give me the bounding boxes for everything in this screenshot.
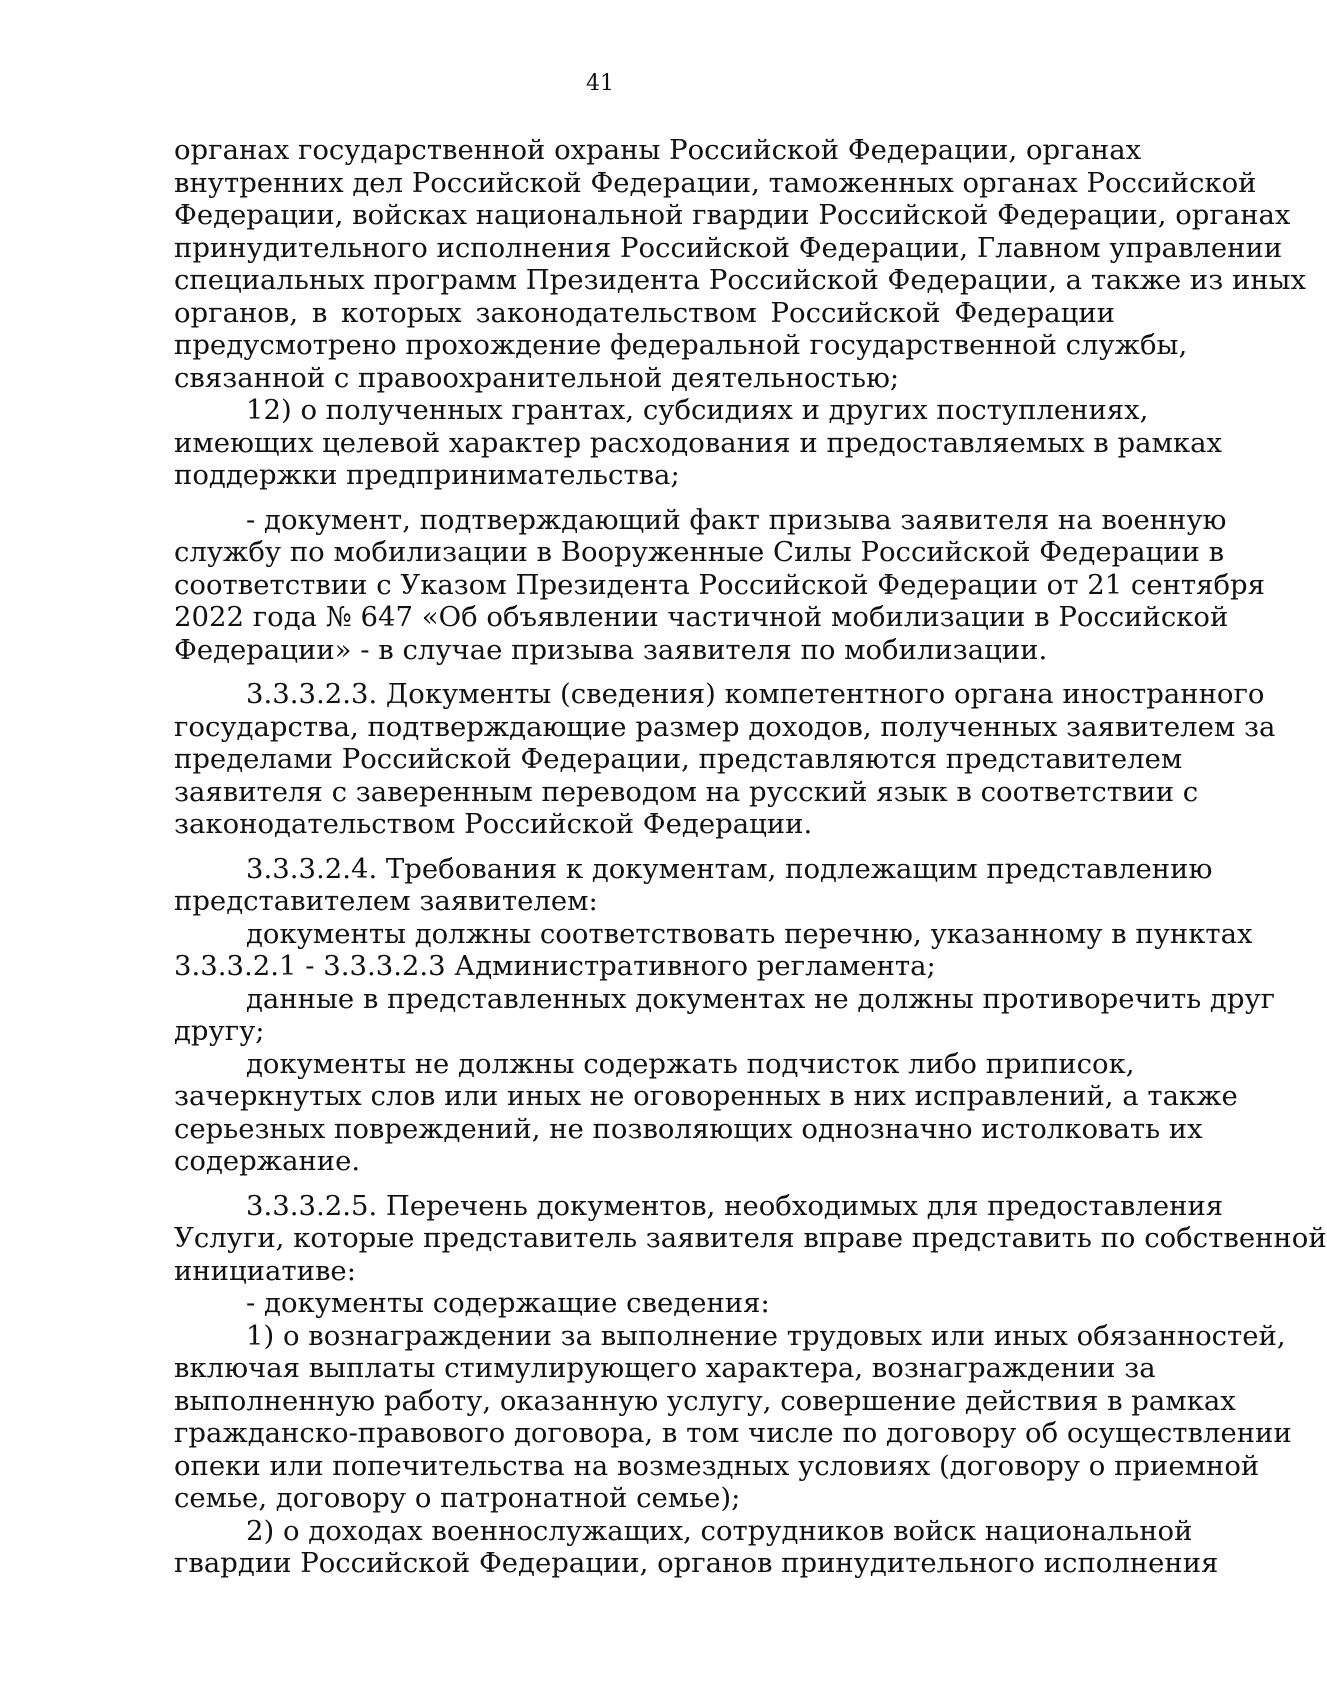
paragraph-gap [174, 492, 1115, 504]
text-line: 3.3.3.2.5. Перечень документов, необходимых для предоставления [246, 1189, 1224, 1222]
paragraph-gap [174, 841, 1115, 853]
text-line: внутренних дел Российской Федерации, таможенных органах Российской [174, 166, 1257, 199]
text-line: серьезных повреждений, не позволяющих однозначно истолковать их [174, 1112, 1203, 1145]
text-line: зачеркнутых слов или иных не оговоренных в них исправлений, а также [174, 1080, 1238, 1112]
text-line: пределами Российской Федерации, представляются представителем [174, 743, 1183, 775]
text-line: связанной с правоохранительной деятельностью; [174, 361, 900, 394]
text-line: включая выплаты стимулирующего характера, вознаграждении за [174, 1352, 1156, 1384]
text-line: органов, в которых законодательством Российской Федерации [174, 296, 1115, 329]
paragraph-gap [174, 666, 1115, 678]
text-line: предусмотрено прохождение федеральной государственной службы, [174, 329, 1188, 361]
text-line: инициативе: [174, 1254, 356, 1287]
text-line: представителем заявителем: [174, 885, 598, 917]
text-line: специальных программ Президента Российской Федерации, а также из иных [174, 264, 1307, 296]
text-line: законодательством Российской Федерации. [174, 808, 813, 840]
text-line: - документ, подтверждающий факт призыва заявителя на военную [246, 503, 1227, 536]
text-line: Федерации, войсках национальной гвардии Российской Федерации, органах [174, 199, 1291, 231]
text-line: Услуги, которые представитель заявителя вправе представить по собственной [174, 1222, 1327, 1254]
text-line: данные в представленных документах не должны противоречить друг [246, 982, 1276, 1015]
text-line: другу; [174, 1015, 265, 1047]
text-line: гвардии Российской Федерации, органов принудительного исполнения [174, 1547, 1219, 1579]
text-line: 3.3.3.2.3. Документы (сведения) компетентного органа иностранного [246, 678, 1265, 710]
text-line: соответствии с Указом Президента Российской Федерации от 21 сентября [174, 568, 1266, 601]
text-line: 3.3.3.2.1 - 3.3.3.2.3 Административного регламента; [174, 950, 936, 982]
text-line: документы не должны содержать подчисток либо приписок, [246, 1047, 1135, 1080]
text-line: содержание. [174, 1145, 361, 1177]
text-line: 2) о доходах военнослужащих, сотрудников войск национальной [246, 1514, 1193, 1547]
text-line: семье, договору о патронатной семье); [174, 1482, 741, 1514]
text-line: 12) о полученных грантах, субсидиях и других поступлениях, [246, 394, 1149, 426]
text-line: принудительного исполнения Российской Федерации, Главном управлении [174, 231, 1283, 264]
text-line: опеки или попечительства на возмездных условиях (договору о приемной [174, 1449, 1260, 1482]
paragraph-gap [174, 1178, 1115, 1190]
text-line: Федерации» - в случае призыва заявителя по мобилизации. [174, 633, 1048, 666]
body-text [174, 134, 1327, 1580]
text-line: гражданско-правового договора, в том числе по договору об осуществлении [174, 1417, 1292, 1449]
text-line: поддержки предпринимательства; [174, 459, 680, 491]
text-line: 2022 года № 647 «Об объявлении частичной мобилизации в Российской [174, 601, 1229, 633]
text-line: документы должны соответствовать перечню, указанному в пунктах [246, 917, 1253, 950]
text-line: 1) о вознаграждении за выполнение трудовых или иных обязанностей, [246, 1319, 1286, 1352]
text-line: выполненную работу, оказанную услугу, совершение действия в рамках [174, 1384, 1236, 1417]
page-number: 41 [586, 71, 614, 96]
text-line: - документы содержащие сведения: [246, 1287, 770, 1319]
text-line: имеющих целевой характер расходования и предоставляемых в рамках [174, 426, 1222, 459]
text-line: заявителя с заверенным переводом на русский язык в соответствии с [174, 775, 1199, 808]
text-line: службу по мобилизации в Вооруженные Силы Российской Федерации в [174, 536, 1225, 568]
text-line: органах государственной охраны Российской Федерации, органах [174, 134, 1142, 166]
text-line: 3.3.3.2.4. Требования к документам, подлежащим представлению [246, 852, 1213, 885]
text-line: государства, подтверждающие размер доходов, полученных заявителем за [174, 710, 1276, 743]
